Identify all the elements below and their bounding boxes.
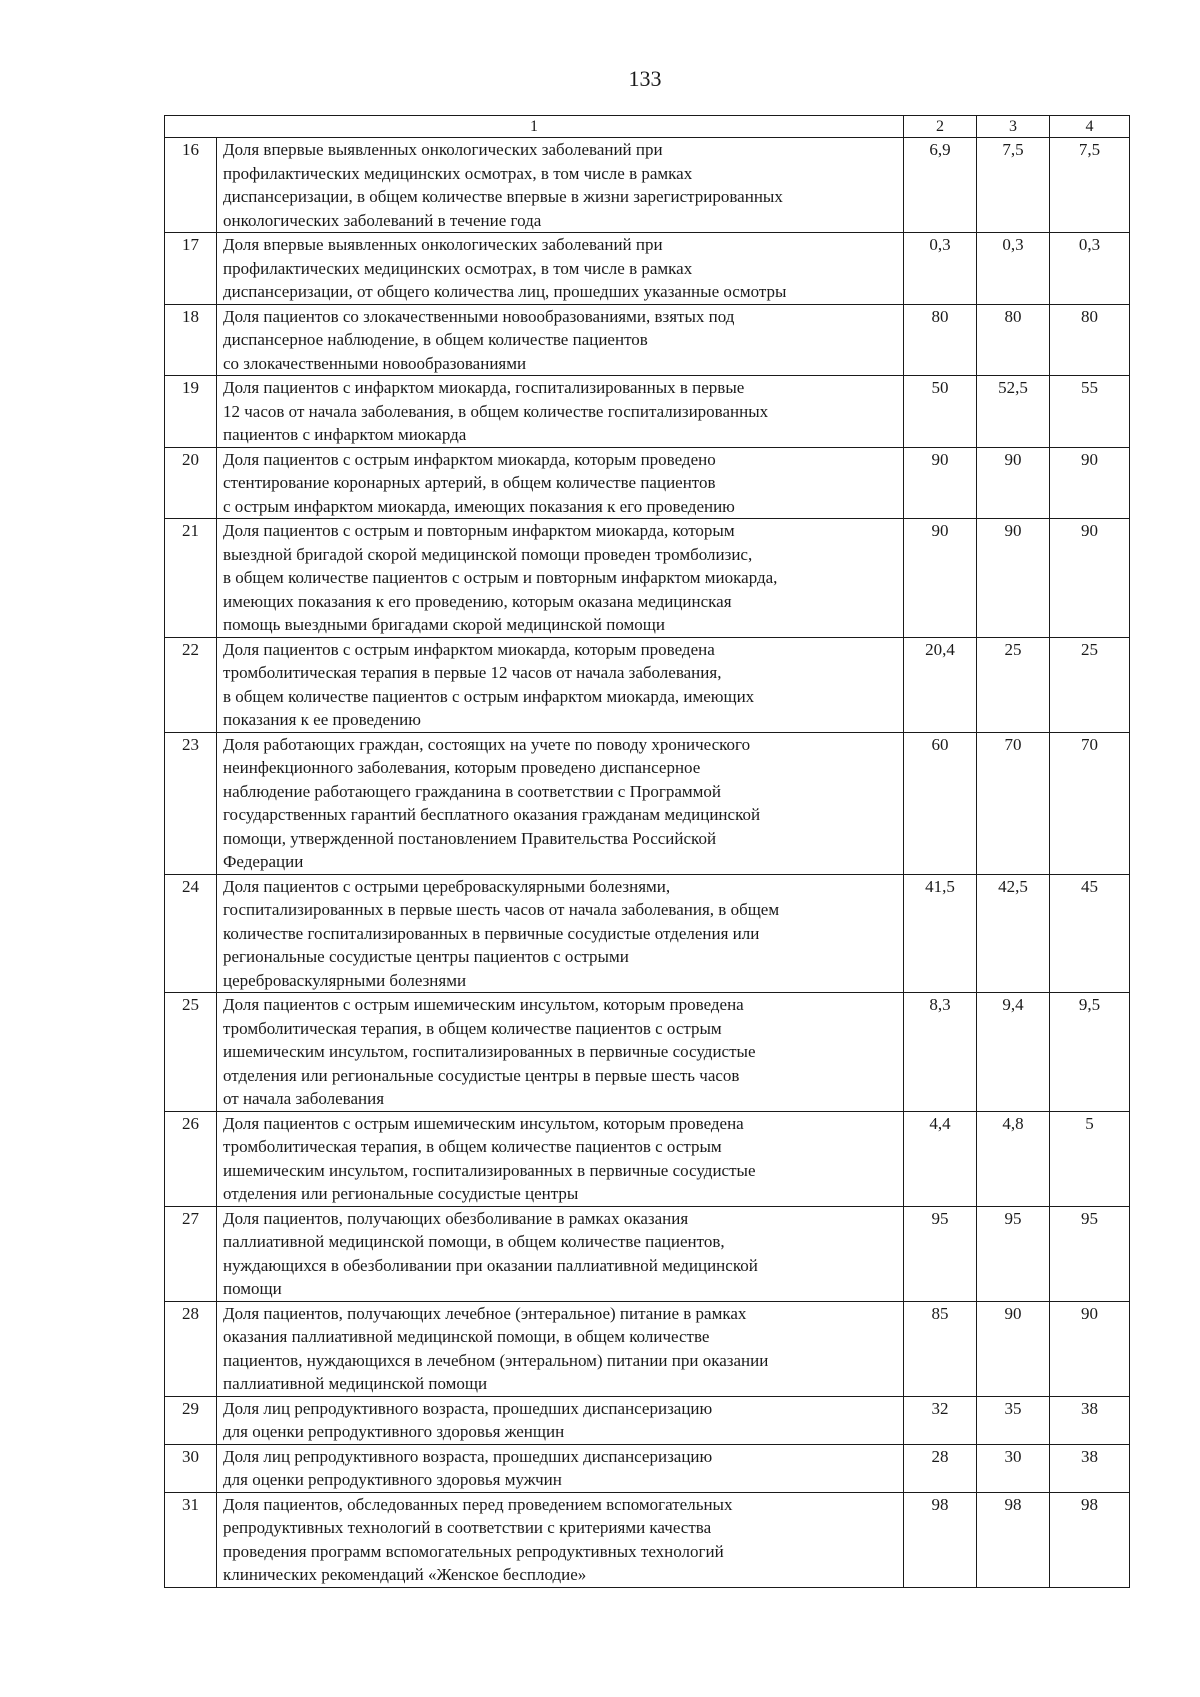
indicator-name xyxy=(217,1111,904,1206)
table-row xyxy=(165,1396,1130,1444)
indicator-name-line: ишемическим инсультом, госпитализированных в первичные сосудистые xyxy=(223,1042,756,1061)
indicator-name-line: цереброваскулярными болезнями xyxy=(223,970,467,990)
value-col-3: 90 xyxy=(977,447,1050,519)
indicator-name xyxy=(217,138,904,233)
indicator-name xyxy=(217,993,904,1112)
value-col-3: 98 xyxy=(977,1492,1050,1587)
row-number: 30 xyxy=(165,1444,217,1492)
indicator-name-line: госпитализированных в первые шесть часов от начала заболевания, в общем xyxy=(223,900,780,919)
value-col-3: 70 xyxy=(977,732,1050,874)
indicator-name xyxy=(217,519,904,638)
value-col-4: 9,5 xyxy=(1050,993,1130,1112)
indicator-name-line: клинических рекомендаций «Женское бесплодие» xyxy=(223,1565,587,1584)
header-cell-1: 1 xyxy=(165,116,904,138)
value-col-3: 80 xyxy=(977,304,1050,376)
row-number: 19 xyxy=(165,376,217,448)
header-cell-2: 2 xyxy=(904,116,977,138)
value-col-3: 0,3 xyxy=(977,233,1050,305)
row-number: 29 xyxy=(165,1396,217,1444)
indicator-name xyxy=(217,376,904,448)
indicator-name-line: наблюдение работающего гражданина в соответствии с Программой xyxy=(223,781,721,801)
row-number: 24 xyxy=(165,874,217,993)
value-col-2: 90 xyxy=(904,447,977,519)
table-row xyxy=(165,1111,1130,1206)
indicator-name-line: показания к ее проведению xyxy=(223,710,421,729)
value-col-4: 5 xyxy=(1050,1111,1130,1206)
indicator-name-line: Доля впервые выявленных онкологических заболеваний при xyxy=(223,140,663,159)
table-row xyxy=(165,304,1130,376)
header-cell-4: 4 xyxy=(1050,116,1130,138)
indicator-name xyxy=(217,732,904,874)
value-col-3: 35 xyxy=(977,1396,1050,1444)
value-col-3: 52,5 xyxy=(977,376,1050,448)
row-number: 21 xyxy=(165,519,217,638)
indicator-name-line: выездной бригадой скорой медицинской помощи проведен тромболизис, xyxy=(223,544,753,564)
indicator-name-line: для оценки репродуктивного здоровья мужчин xyxy=(223,1470,562,1489)
value-col-4: 38 xyxy=(1050,1444,1130,1492)
value-col-3: 42,5 xyxy=(977,874,1050,993)
indicator-name xyxy=(217,1301,904,1396)
indicator-name-line: в общем количестве пациентов с острым и повторным инфарктом миокарда, xyxy=(223,568,778,587)
value-col-2: 6,9 xyxy=(904,138,977,233)
value-col-4: 90 xyxy=(1050,1301,1130,1396)
indicator-name xyxy=(217,1206,904,1301)
indicator-name xyxy=(217,447,904,519)
row-number: 20 xyxy=(165,447,217,519)
row-number: 23 xyxy=(165,732,217,874)
value-col-4: 25 xyxy=(1050,637,1130,732)
indicator-name xyxy=(217,1396,904,1444)
indicator-name-line: со злокачественными новообразованиями xyxy=(223,353,527,373)
value-col-2: 4,4 xyxy=(904,1111,977,1206)
row-number: 28 xyxy=(165,1301,217,1396)
row-number: 26 xyxy=(165,1111,217,1206)
indicator-name-line: Доля пациентов со злокачественными новообразованиями, взятых под xyxy=(223,306,735,326)
indicator-name-line: с острым инфарктом миокарда, имеющих показания к его проведению xyxy=(223,496,735,516)
value-col-2: 90 xyxy=(904,519,977,638)
value-col-2: 85 xyxy=(904,1301,977,1396)
indicator-name-line: Доля пациентов с острым ишемическим инсультом, которым проведена xyxy=(223,1113,744,1133)
indicator-name-line: государственных гарантий бесплатного оказания гражданам медицинской xyxy=(223,805,761,824)
indicator-name-line: Федерации xyxy=(223,852,304,871)
indicator-name-line: оказания паллиативной медицинской помощи, в общем количестве xyxy=(223,1327,710,1346)
indicator-name-line: помощи, утвержденной постановлением Правительства Российской xyxy=(223,828,717,848)
table-row xyxy=(165,874,1130,993)
indicator-name-line: неинфекционного заболевания, которым проведено диспансерное xyxy=(223,758,701,777)
value-col-3: 9,4 xyxy=(977,993,1050,1112)
table-row xyxy=(165,1301,1130,1396)
indicator-name xyxy=(217,874,904,993)
value-col-4: 80 xyxy=(1050,304,1130,376)
indicator-name-line: Доля пациентов с инфарктом миокарда, госпитализированных в первые xyxy=(223,378,745,397)
indicator-name-line: региональные сосудистые центры пациентов с острыми xyxy=(223,947,629,966)
header-cell-3: 3 xyxy=(977,116,1050,138)
value-col-4: 55 xyxy=(1050,376,1130,448)
value-col-3: 4,8 xyxy=(977,1111,1050,1206)
value-col-2: 50 xyxy=(904,376,977,448)
indicator-name-line: паллиативной медицинской помощи, в общем количестве пациентов, xyxy=(223,1232,725,1251)
value-col-4: 95 xyxy=(1050,1206,1130,1301)
indicator-name-line: Доля пациентов, обследованных перед проведением вспомогательных xyxy=(223,1494,733,1514)
row-number: 31 xyxy=(165,1492,217,1587)
indicator-name-line: в общем количестве пациентов с острым инфарктом миокарда, имеющих xyxy=(223,686,755,706)
indicator-name-line: репродуктивных технологий в соответствии с критериями качества xyxy=(223,1518,712,1537)
value-col-2: 95 xyxy=(904,1206,977,1301)
table-row xyxy=(165,138,1130,233)
value-col-2: 20,4 xyxy=(904,637,977,732)
indicator-name-line: проведения программ вспомогательных репродуктивных технологий xyxy=(223,1541,724,1561)
value-col-4: 98 xyxy=(1050,1492,1130,1587)
indicator-name-line: онкологических заболеваний в течение года xyxy=(223,210,542,230)
indicator-name-line: паллиативной медицинской помощи xyxy=(223,1374,488,1393)
table-header-row xyxy=(165,116,1130,138)
table-row xyxy=(165,233,1130,305)
indicator-name-line: Доля лиц репродуктивного возраста, прошедших диспансеризацию xyxy=(223,1398,713,1418)
row-number: 17 xyxy=(165,233,217,305)
value-col-4: 90 xyxy=(1050,519,1130,638)
table-row xyxy=(165,993,1130,1112)
indicator-name-line: пациентов с инфарктом миокарда xyxy=(223,425,467,444)
indicator-name-line: Доля пациентов, получающих лечебное (энтеральное) питание в рамках xyxy=(223,1303,747,1323)
value-col-3: 95 xyxy=(977,1206,1050,1301)
indicator-name-line: имеющих показания к его проведению, которым оказана медицинская xyxy=(223,591,732,611)
indicator-name-line: Доля пациентов с острым инфарктом миокарда, которым проведено xyxy=(223,449,716,469)
value-col-3: 7,5 xyxy=(977,138,1050,233)
indicator-name-line: 12 часов от начала заболевания, в общем количестве госпитализированных xyxy=(223,401,769,421)
indicator-name-line: пациентов, нуждающихся в лечебном (энтеральном) питании при оказании xyxy=(223,1350,769,1370)
value-col-2: 0,3 xyxy=(904,233,977,305)
page-number: 133 xyxy=(628,66,662,91)
indicator-name-line: диспансерное наблюдение, в общем количестве пациентов xyxy=(223,330,648,349)
value-col-3: 90 xyxy=(977,519,1050,638)
table-row xyxy=(165,519,1130,638)
indicator-name xyxy=(217,304,904,376)
indicator-name xyxy=(217,1492,904,1587)
indicator-name-line: для оценки репродуктивного здоровья женщин xyxy=(223,1422,565,1441)
indicator-name-line: диспансеризации, в общем количестве впервые в жизни зарегистрированных xyxy=(223,187,783,206)
indicator-name-line: Доля впервые выявленных онкологических заболеваний при xyxy=(223,235,663,254)
indicator-name-line: профилактических медицинских осмотрах, в том числе в рамках xyxy=(223,163,693,183)
indicator-name-line: Доля пациентов с острыми цереброваскулярными болезнями, xyxy=(223,876,671,896)
table-row xyxy=(165,1444,1130,1492)
indicator-name-line: помощь выездными бригадами скорой медицинской помощи xyxy=(223,615,665,634)
indicator-name-line: от начала заболевания xyxy=(223,1089,385,1108)
indicator-name-line: количестве госпитализированных в первичные сосудистые отделения или xyxy=(223,923,760,943)
value-col-4: 90 xyxy=(1050,447,1130,519)
value-col-4: 7,5 xyxy=(1050,138,1130,233)
indicator-name-line: Доля лиц репродуктивного возраста, прошедших диспансеризацию xyxy=(223,1446,713,1466)
table-row xyxy=(165,447,1130,519)
indicator-name-line: Доля пациентов с острым инфарктом миокарда, которым проведена xyxy=(223,639,715,659)
value-col-2: 28 xyxy=(904,1444,977,1492)
indicator-name-line: отделения или региональные сосудистые центры xyxy=(223,1184,579,1203)
value-col-3: 90 xyxy=(977,1301,1050,1396)
value-col-4: 70 xyxy=(1050,732,1130,874)
value-col-4: 0,3 xyxy=(1050,233,1130,305)
row-number: 18 xyxy=(165,304,217,376)
indicator-name-line: ишемическим инсультом, госпитализированных в первичные сосудистые xyxy=(223,1160,756,1180)
value-col-2: 8,3 xyxy=(904,993,977,1112)
indicator-name-line: тромболитическая терапия, в общем количестве пациентов с острым xyxy=(223,1137,722,1156)
row-number: 25 xyxy=(165,993,217,1112)
value-col-2: 41,5 xyxy=(904,874,977,993)
table-row xyxy=(165,376,1130,448)
indicator-name-line: отделения или региональные сосудистые центры в первые шесть часов xyxy=(223,1065,740,1085)
value-col-4: 38 xyxy=(1050,1396,1130,1444)
indicators-table xyxy=(164,115,1130,1588)
indicator-name-line: стентирование коронарных артерий, в общем количестве пациентов xyxy=(223,473,716,492)
indicator-name-line: Доля пациентов, получающих обезболивание в рамках оказания xyxy=(223,1208,689,1228)
value-col-3: 30 xyxy=(977,1444,1050,1492)
indicator-name-line: помощи xyxy=(223,1279,282,1298)
indicator-name-line: Доля пациентов с острым ишемическим инсультом, которым проведена xyxy=(223,995,744,1014)
value-col-2: 80 xyxy=(904,304,977,376)
indicator-name-line: нуждающихся в обезболивании при оказании паллиативной медицинской xyxy=(223,1255,758,1275)
indicator-name xyxy=(217,637,904,732)
table-row xyxy=(165,1492,1130,1587)
indicator-name-line: Доля пациентов с острым и повторным инфарктом миокарда, которым xyxy=(223,521,735,540)
indicator-name xyxy=(217,233,904,305)
indicator-name xyxy=(217,1444,904,1492)
table-row xyxy=(165,732,1130,874)
indicator-name-line: тромболитическая терапия в первые 12 часов от начала заболевания, xyxy=(223,663,722,682)
row-number: 22 xyxy=(165,637,217,732)
table-row xyxy=(165,1206,1130,1301)
value-col-2: 98 xyxy=(904,1492,977,1587)
value-col-4: 45 xyxy=(1050,874,1130,993)
indicator-name-line: тромболитическая терапия, в общем количестве пациентов с острым xyxy=(223,1018,722,1038)
value-col-3: 25 xyxy=(977,637,1050,732)
indicator-name-line: диспансеризации, от общего количества лиц, прошедших указанные осмотры xyxy=(223,282,787,301)
table-row xyxy=(165,637,1130,732)
row-number: 16 xyxy=(165,138,217,233)
indicator-name-line: профилактических медицинских осмотрах, в том числе в рамках xyxy=(223,258,693,278)
value-col-2: 60 xyxy=(904,732,977,874)
row-number: 27 xyxy=(165,1206,217,1301)
indicator-name-line: Доля работающих граждан, состоящих на учете по поводу хронического xyxy=(223,734,751,754)
value-col-2: 32 xyxy=(904,1396,977,1444)
